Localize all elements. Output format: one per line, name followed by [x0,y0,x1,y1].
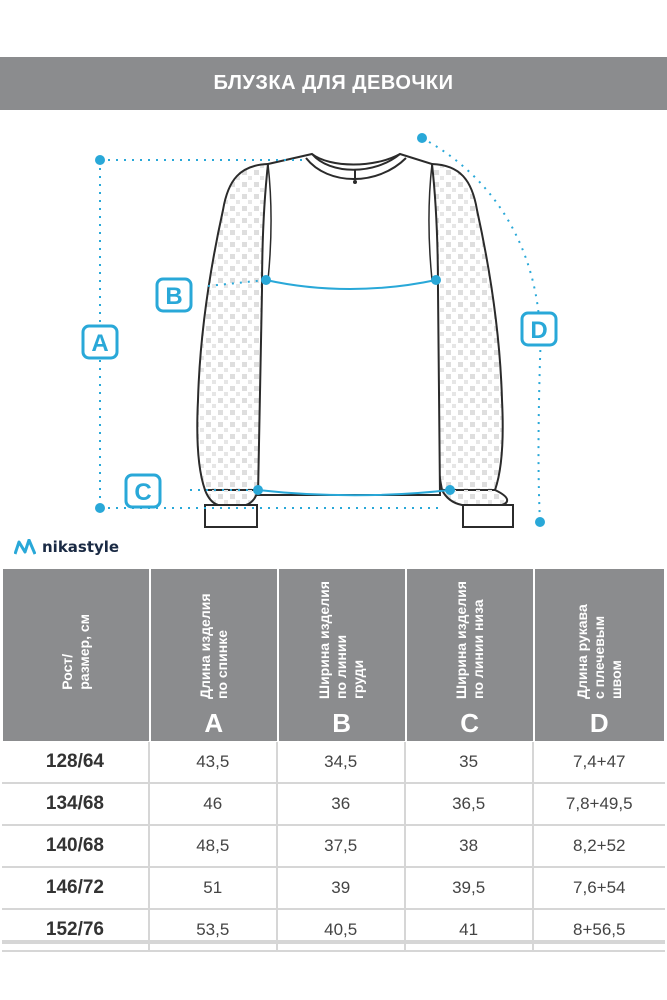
cell-d: 7,8+49,5 [534,784,665,826]
cell-a: 43,5 [150,742,278,784]
label-d: D [530,317,548,344]
cell-d: 8+56,5 [534,910,665,952]
cell-a: 48,5 [150,826,278,868]
cell-c: 38 [406,826,534,868]
cell-b: 40,5 [278,910,406,952]
right-cuff [463,505,513,527]
header-d-text: Длина рукава с плечевым швом [573,604,624,699]
header-d [534,568,665,742]
header-c-letter: C [460,708,480,738]
blouse-body [258,154,440,495]
label-b: B [165,283,183,310]
brand [14,538,119,556]
cell-b: 36 [278,784,406,826]
cell-size: 152/76 [2,910,150,952]
cell-c: 35 [406,742,534,784]
table-row [2,826,665,868]
cell-d: 7,4+47 [534,742,665,784]
header-b-text: Ширина изделия по линии груди [316,581,367,699]
cell-d: 7,6+54 [534,868,665,910]
cell-a: 46 [150,784,278,826]
table-header-row [2,568,665,742]
header-size [2,568,150,742]
label-c: C [134,479,152,506]
cell-b: 34,5 [278,742,406,784]
header-c [406,568,534,742]
cell-size: 140/68 [2,826,150,868]
header-size-text: Рост/ размер, см [58,613,92,690]
cell-c: 41 [406,910,534,952]
right-sleeve [430,164,503,490]
cell-c: 36,5 [406,784,534,826]
table-row [2,784,665,826]
cell-c: 39,5 [406,868,534,910]
page-title: БЛУЗКА ДЛЯ ДЕВОЧКИ [213,72,454,94]
cell-d: 8,2+52 [534,826,665,868]
table-bottom-rule [2,940,665,944]
brand-name: nikastyle [42,538,120,556]
header-a-letter: A [204,708,224,738]
header-c-text: Ширина изделия по линии низа [452,581,486,699]
header-b [278,568,406,742]
label-a: A [91,330,109,357]
table-row [2,742,665,784]
title-bar [0,57,667,110]
cell-size: 134/68 [2,784,150,826]
cell-size: 128/64 [2,742,150,784]
cell-b: 39 [278,868,406,910]
blouse-diagram [0,120,667,540]
cell-b: 37,5 [278,826,406,868]
cell-a: 51 [150,868,278,910]
header-a-text: Длина изделия по спинке [196,593,230,699]
nikastyle-logo-icon [14,539,36,555]
size-table [2,568,665,952]
header-d-letter: D [589,708,609,738]
cell-a: 53,5 [150,910,278,952]
table-row [2,910,665,952]
header-b-letter: B [332,708,352,738]
table-row [2,868,665,910]
header-a [150,568,278,742]
cell-size: 146/72 [2,868,150,910]
